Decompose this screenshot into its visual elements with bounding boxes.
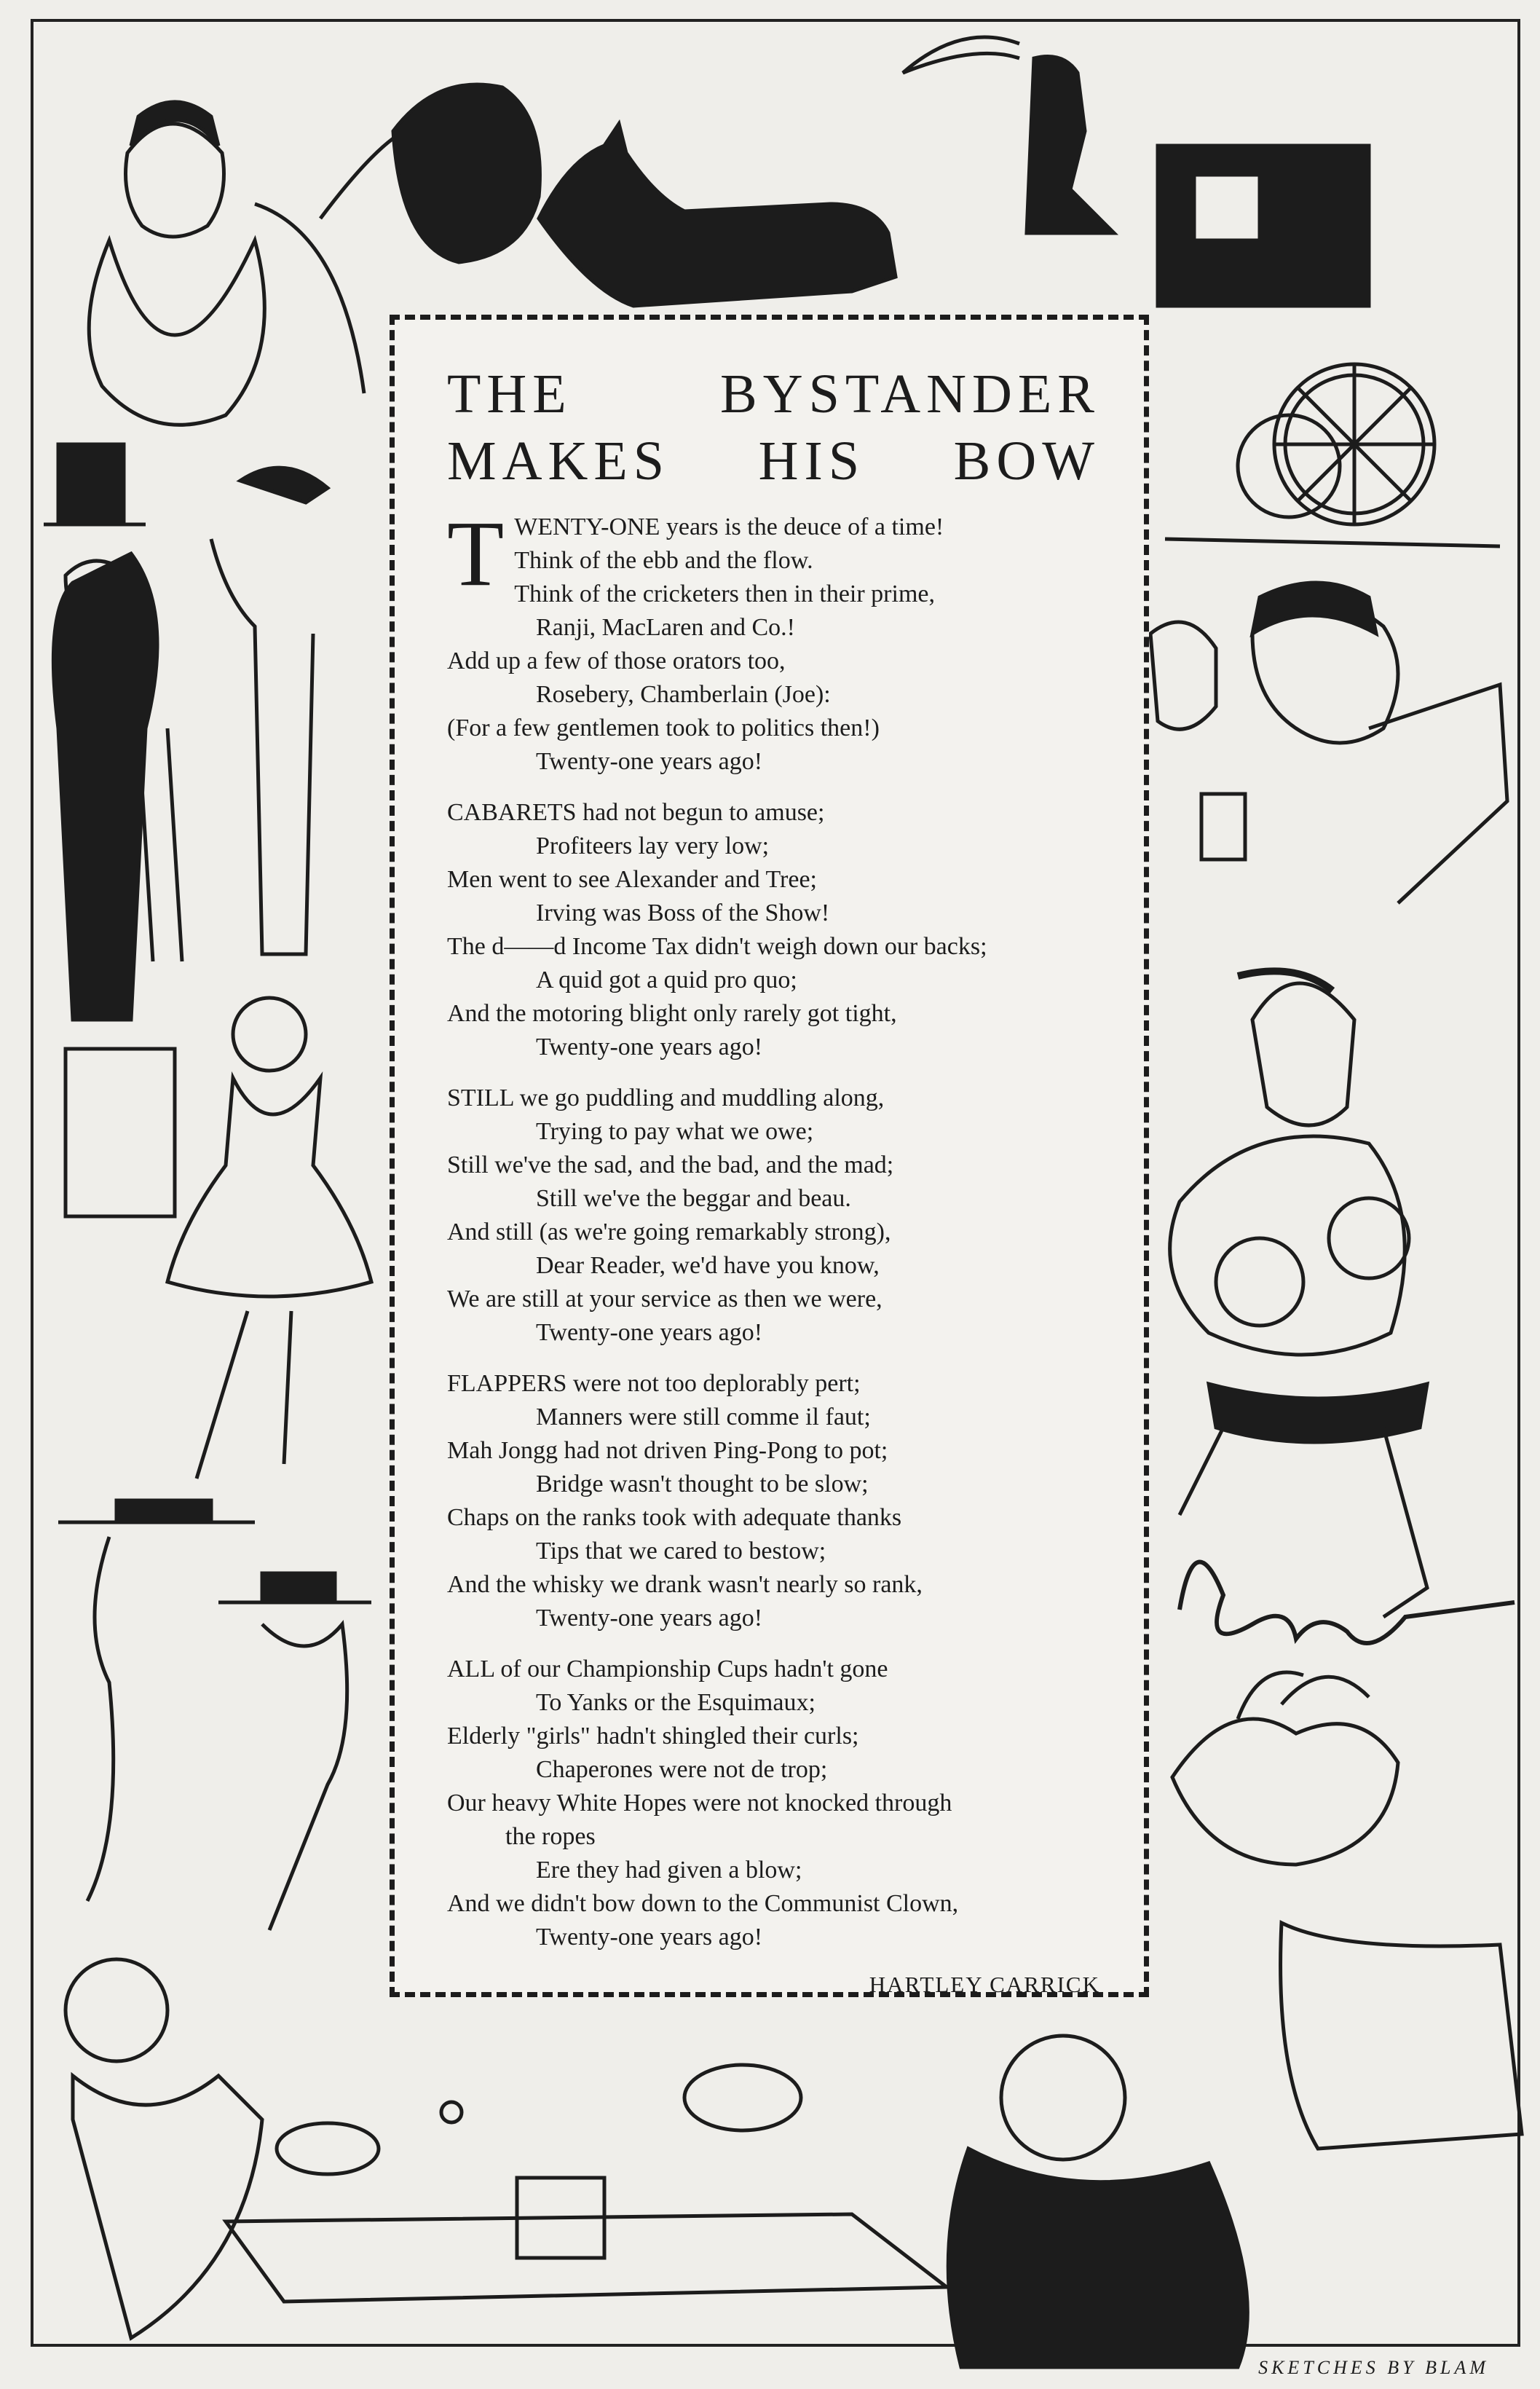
poem-line: Rosebery, Chamberlain (Joe):: [536, 681, 831, 708]
poem-line: Profiteers lay very low;: [536, 833, 770, 859]
old-woman-pingpong-illustration: [66, 1959, 379, 2338]
drop-cap: T: [447, 502, 505, 605]
poem-line: And we didn't bow down to the Communist Clown,: [447, 1890, 959, 1917]
boxer-illustration: [1170, 971, 1427, 1617]
poem-line: Still we've the sad, and the bad, and the mad;: [447, 1152, 894, 1178]
boater-hat-girls-illustration: [58, 1500, 371, 1930]
poem-line: To Yanks or the Esquimaux;: [536, 1689, 816, 1716]
smoking-man-illustration: [1150, 583, 1507, 903]
poem-line: ALL of our Championship Cups hadn't gone: [447, 1656, 888, 1682]
poem-line: Chaperones were not de trop;: [536, 1756, 828, 1783]
poem-line: Trying to pay what we owe;: [536, 1118, 814, 1145]
stanza: [447, 1653, 1100, 1954]
poem-line: Twenty-one years ago!: [536, 1034, 763, 1060]
poem-line: Manners were still comme il faut;: [536, 1404, 871, 1430]
stanza: [447, 1082, 1100, 1350]
poem-line: Men went to see Alexander and Tree;: [447, 866, 817, 893]
poem-line: Think of the ebb and the flow.: [514, 547, 813, 574]
poem-author: HARTLEY CARRICK: [869, 1972, 1100, 1997]
poem-line: We are still at your service as then we were,: [447, 1286, 882, 1312]
poem-line: Add up a few of those orators too,: [447, 648, 786, 674]
poem-line: And the motoring blight only rarely got tight,: [447, 1000, 897, 1027]
poem-line: Ere they had given a blow;: [536, 1857, 802, 1884]
pingpong-table-illustration: [226, 2102, 947, 2302]
poem-line: Mah Jongg had not driven Ping-Pong to pot;: [447, 1437, 888, 1464]
stanza: [447, 796, 1100, 1064]
poem-line: Tips that we cared to bestow;: [536, 1538, 826, 1565]
stanza: [447, 502, 1100, 779]
silhouette-man-illustration: [320, 84, 540, 262]
poem-line: Twenty-one years ago!: [536, 1605, 763, 1632]
poem-line: WENTY-ONE years is the deuce of a time!: [514, 513, 944, 540]
poem-line: The d——d Income Tax didn't weigh down our backs;: [447, 933, 987, 960]
poem-line: the ropes: [505, 1823, 596, 1850]
poem-body: [447, 502, 1100, 1954]
poem-line: Dear Reader, we'd have you know,: [536, 1252, 880, 1279]
wild-hair-man-illustration: [1172, 1672, 1522, 2149]
poem-line: Twenty-one years ago!: [536, 748, 763, 775]
poem-line: Our heavy White Hopes were not knocked through: [447, 1790, 952, 1817]
stanza: [447, 1367, 1100, 1635]
poem-line: (For a few gentlemen took to politics then!): [447, 715, 880, 741]
poem-line: And still (as we're going remarkably strong),: [447, 1219, 891, 1245]
poem-line: Twenty-one years ago!: [536, 1924, 763, 1951]
poem-line: Still we've the beggar and beau.: [536, 1185, 851, 1212]
bearded-man-illustration: [89, 102, 364, 425]
poem-line: FLAPPERS were not too deplorably pert;: [447, 1370, 861, 1397]
poem-line: Chaps on the ranks took with adequate thanks: [447, 1504, 902, 1531]
poem-line: Irving was Boss of the Show!: [536, 900, 830, 926]
poem-line: Bridge wasn't thought to be slow;: [536, 1471, 869, 1497]
poem-line: Think of the cricketers then in their prime,: [514, 580, 935, 607]
poem-line: And the whisky we drank wasn't nearly so rank,: [447, 1571, 923, 1598]
poem-line: STILL we go puddling and muddling along,: [447, 1085, 885, 1111]
poem-line: Elderly "girls" hadn't shingled their curls;: [447, 1723, 859, 1750]
poem-line: A quid got a quid pro quo;: [536, 967, 797, 993]
title-line-1: THE BYSTANDER: [447, 363, 1100, 425]
poem-line: CABARETS had not begun to amuse;: [447, 799, 825, 826]
title-line-2: MAKES HIS BOW: [447, 430, 1100, 492]
top-hat-men-illustration: [44, 444, 328, 1020]
bald-man-pingpong-illustration: [684, 2036, 1247, 2367]
poem-box: [390, 315, 1149, 1997]
sketch-credit: SKETCHES BY BLAM: [1258, 2357, 1489, 2378]
poem-line: Twenty-one years ago!: [536, 1319, 763, 1346]
ballerina-illustration: [66, 998, 371, 1479]
poem-line: Ranji, MacLaren and Co.!: [536, 614, 795, 641]
poem-title: [447, 361, 1100, 495]
